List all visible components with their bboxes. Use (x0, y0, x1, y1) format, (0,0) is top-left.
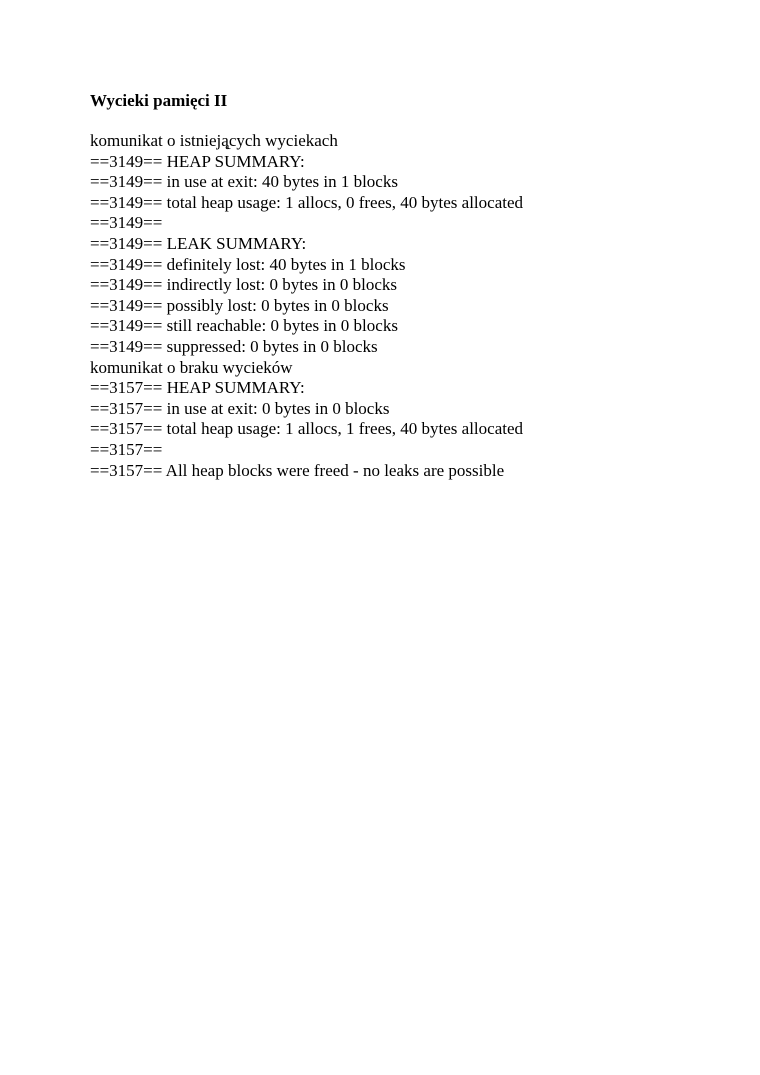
log-line: ==3157== All heap blocks were freed - no leaks are possible (90, 460, 505, 480)
log-line: ==3157== (90, 439, 163, 459)
log-line: ==3149== suppressed: 0 bytes in 0 blocks (90, 336, 378, 356)
log-line: ==3149== HEAP SUMMARY: (90, 151, 305, 171)
log-line: ==3149== (90, 213, 163, 233)
log-line: ==3149== LEAK SUMMARY: (90, 233, 307, 253)
log-line: ==3149== still reachable: 0 bytes in 0 blocks (90, 316, 398, 336)
log-line: ==3157== HEAP SUMMARY: (90, 378, 305, 398)
log-line: ==3149== definitely lost: 40 bytes in 1 blocks (90, 254, 406, 274)
log-line: ==3149== indirectly lost: 0 bytes in 0 blocks (90, 275, 398, 295)
log-line: ==3149== possibly lost: 0 bytes in 0 blocks (90, 295, 389, 315)
log-line: ==3149== total heap usage: 1 allocs, 0 frees, 40 bytes allocated (90, 192, 524, 212)
caption-no-leaks: komunikat o braku wycieków (90, 357, 293, 377)
log-line: ==3157== in use at exit: 0 bytes in 0 blocks (90, 398, 390, 418)
caption-existing-leaks: komunikat o istnieją̨cych wyciekach (90, 131, 338, 150)
log-line: ==3149== in use at exit: 40 bytes in 1 blocks (90, 172, 398, 192)
log-line: ==3157== total heap usage: 1 allocs, 1 frees, 40 bytes allocated (90, 419, 524, 439)
text-block (90, 131, 730, 481)
page-title: Wycieki pamięci II (90, 91, 228, 110)
